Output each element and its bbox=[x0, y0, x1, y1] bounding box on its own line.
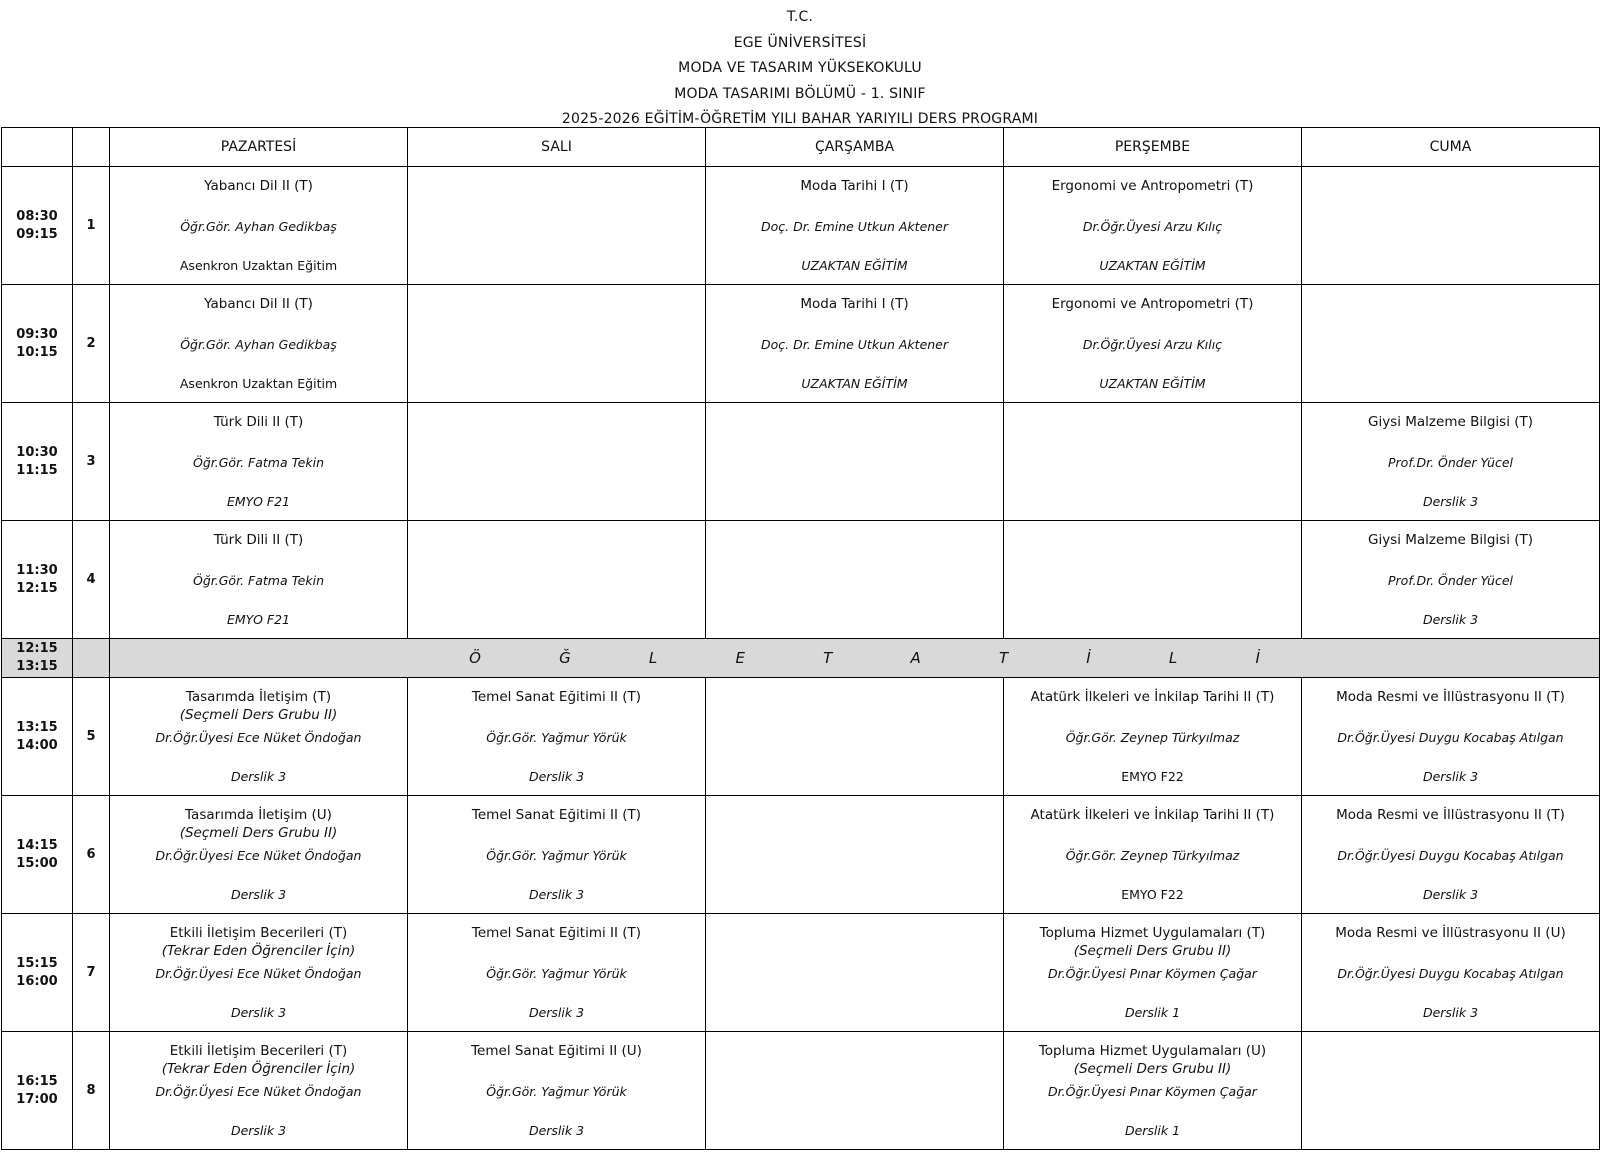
instructor-name: Dr.Öğr.Üyesi Arzu Kılıç bbox=[1082, 337, 1223, 352]
course-name: Temel Sanat Eğitimi II (U) bbox=[471, 1043, 642, 1059]
course-cell-content bbox=[706, 796, 1003, 913]
course-cell-wednesday bbox=[706, 285, 1004, 403]
course-name: Tasarımda İletişim (U) bbox=[185, 807, 332, 823]
time-cell bbox=[2, 167, 73, 285]
day-header-thursday: PERŞEMBE bbox=[1004, 128, 1302, 167]
time-end: 16:00 bbox=[16, 973, 58, 989]
instructor-name: Öğr.Gör. Yağmur Yörük bbox=[486, 730, 627, 745]
lunch-break-cell bbox=[110, 639, 1600, 678]
course-cell-friday bbox=[1302, 796, 1600, 914]
time-start: 16:15 bbox=[16, 1073, 58, 1089]
course-cell-content bbox=[1302, 796, 1599, 913]
time-cell bbox=[2, 521, 73, 639]
course-name-block bbox=[1004, 177, 1301, 195]
course-name: Moda Resmi ve İllüstrasyonu II (T) bbox=[1336, 807, 1565, 823]
course-cell-wednesday bbox=[706, 914, 1004, 1032]
instructor-name: Öğr.Gör. Yağmur Yörük bbox=[486, 848, 627, 863]
instructor-name: Öğr.Gör. Fatma Tekin bbox=[193, 573, 324, 588]
period-number: 4 bbox=[73, 521, 110, 639]
period-number: 5 bbox=[73, 678, 110, 796]
time-cell bbox=[2, 1032, 73, 1150]
course-name-block bbox=[1004, 1042, 1301, 1078]
course-name-block bbox=[408, 806, 705, 824]
course-name-block bbox=[408, 1042, 705, 1060]
course-name: Türk Dili II (T) bbox=[213, 532, 304, 548]
time-start: 08:30 bbox=[16, 208, 58, 224]
course-name: Etkili İletişim Becerileri (T) bbox=[169, 1043, 348, 1059]
time-start: 11:30 bbox=[16, 562, 58, 578]
lunch-letter: A bbox=[910, 649, 921, 667]
course-cell-tuesday bbox=[408, 1032, 706, 1150]
course-cell-content bbox=[706, 521, 1003, 638]
classroom: Derslik 3 bbox=[1422, 1005, 1479, 1020]
course-name: Temel Sanat Eğitimi II (T) bbox=[471, 689, 642, 705]
lunch-letter: İ bbox=[1255, 649, 1260, 667]
course-cell-content bbox=[408, 914, 705, 1031]
course-name-block bbox=[110, 688, 407, 724]
course-note: (Tekrar Eden Öğrenciler İçin) bbox=[161, 1061, 356, 1077]
document-header bbox=[0, 0, 1600, 133]
course-cell-content bbox=[1004, 678, 1301, 795]
course-cell-thursday bbox=[1004, 403, 1302, 521]
course-cell-content bbox=[408, 678, 705, 795]
lunch-letter: L bbox=[648, 649, 658, 667]
period-number: 8 bbox=[73, 1032, 110, 1150]
course-name-block bbox=[110, 413, 407, 431]
course-cell-monday bbox=[110, 914, 408, 1032]
course-cell-monday bbox=[110, 403, 408, 521]
time-end: 15:00 bbox=[16, 855, 58, 871]
course-name-block bbox=[408, 688, 705, 706]
course-cell-wednesday bbox=[706, 1032, 1004, 1150]
course-cell-content bbox=[706, 914, 1003, 1031]
course-cell-content bbox=[1302, 167, 1599, 284]
instructor-name: Öğr.Gör. Fatma Tekin bbox=[193, 455, 324, 470]
course-cell-wednesday bbox=[706, 167, 1004, 285]
course-cell-content bbox=[1302, 678, 1599, 795]
classroom: Derslik 3 bbox=[1422, 612, 1479, 627]
instructor-name: Dr.Öğr.Üyesi Ece Nüket Öndoğan bbox=[155, 966, 362, 981]
course-name: Etkili İletişim Becerileri (T) bbox=[169, 925, 348, 941]
time-end: 14:00 bbox=[16, 737, 58, 753]
instructor-name: Dr.Öğr.Üyesi Pınar Köymen Çağar bbox=[1048, 1084, 1257, 1099]
schedule-body bbox=[2, 128, 1600, 1150]
course-cell-content bbox=[408, 285, 705, 402]
course-cell-content bbox=[1004, 285, 1301, 402]
course-name-block bbox=[110, 295, 407, 313]
classroom: Derslik 3 bbox=[230, 1005, 287, 1020]
slot-row bbox=[2, 796, 1600, 914]
course-cell-content bbox=[110, 1032, 407, 1149]
classroom: EMYO F22 bbox=[1121, 769, 1184, 784]
time-start: 15:15 bbox=[16, 955, 58, 971]
classroom: Asenkron Uzaktan Eğitim bbox=[179, 376, 338, 391]
course-cell-wednesday bbox=[706, 678, 1004, 796]
classroom: UZAKTAN EĞİTİM bbox=[801, 258, 908, 273]
classroom: Derslik 3 bbox=[528, 769, 585, 784]
course-name: Yabancı Dil II (T) bbox=[204, 178, 313, 194]
course-cell-content bbox=[1004, 167, 1301, 284]
course-cell-content bbox=[1302, 521, 1599, 638]
course-cell-thursday bbox=[1004, 1032, 1302, 1150]
course-cell-friday bbox=[1302, 403, 1600, 521]
course-cell-content bbox=[408, 796, 705, 913]
course-cell-content bbox=[1302, 1032, 1599, 1149]
course-cell-tuesday bbox=[408, 167, 706, 285]
course-cell-thursday bbox=[1004, 285, 1302, 403]
slot-row bbox=[2, 521, 1600, 639]
course-cell-friday bbox=[1302, 521, 1600, 639]
classroom: Derslik 3 bbox=[230, 769, 287, 784]
instructor-name: Dr.Öğr.Üyesi Duygu Kocabaş Atılgan bbox=[1337, 966, 1564, 981]
course-note: (Seçmeli Ders Grubu II) bbox=[1073, 943, 1232, 959]
time-cell bbox=[2, 403, 73, 521]
instructor-name: Prof.Dr. Önder Yücel bbox=[1388, 573, 1513, 588]
instructor-name: Doç. Dr. Emine Utkun Aktener bbox=[760, 219, 949, 234]
course-name-block bbox=[110, 177, 407, 195]
day-header-wednesday: ÇARŞAMBA bbox=[706, 128, 1004, 167]
time-cell bbox=[2, 914, 73, 1032]
time-start: 10:30 bbox=[16, 444, 58, 460]
lunch-letter: Ğ bbox=[559, 649, 571, 667]
course-cell-friday bbox=[1302, 285, 1600, 403]
instructor-name: Öğr.Gör. Yağmur Yörük bbox=[486, 966, 627, 981]
course-name: Ergonomi ve Antropometri (T) bbox=[1051, 296, 1254, 312]
header-line-university: EGE ÜNİVERSİTESİ bbox=[733, 34, 867, 51]
lunch-break-row bbox=[2, 639, 1600, 678]
course-cell-thursday bbox=[1004, 521, 1302, 639]
course-name-block bbox=[110, 1042, 407, 1078]
classroom: Derslik 1 bbox=[1124, 1005, 1181, 1020]
day-header-tuesday: SALI bbox=[408, 128, 706, 167]
classroom: UZAKTAN EĞİTİM bbox=[1099, 258, 1206, 273]
course-cell-content bbox=[1302, 403, 1599, 520]
course-cell-content bbox=[706, 403, 1003, 520]
course-name-block bbox=[110, 531, 407, 549]
instructor-name: Öğr.Gör. Ayhan Gedikbaş bbox=[180, 219, 337, 234]
instructor-name: Dr.Öğr.Üyesi Ece Nüket Öndoğan bbox=[155, 1084, 362, 1099]
classroom: UZAKTAN EĞİTİM bbox=[1099, 376, 1206, 391]
course-cell-content bbox=[110, 796, 407, 913]
course-name: Atatürk İlkeleri ve İnkilap Tarihi II (T) bbox=[1030, 689, 1275, 705]
period-number: 1 bbox=[73, 167, 110, 285]
course-cell-tuesday bbox=[408, 914, 706, 1032]
course-cell-monday bbox=[110, 285, 408, 403]
instructor-name: Dr.Öğr.Üyesi Pınar Köymen Çağar bbox=[1048, 966, 1257, 981]
header-line-program-title: 2025-2026 EĞİTİM-ÖĞRETİM YILI BAHAR YARIYILI DERS PROGRAMI bbox=[561, 111, 1039, 128]
course-cell-content bbox=[408, 521, 705, 638]
time-start: 12:15 bbox=[16, 641, 58, 656]
course-cell-content bbox=[706, 1032, 1003, 1149]
classroom: Derslik 3 bbox=[528, 1123, 585, 1138]
course-cell-monday bbox=[110, 1032, 408, 1150]
instructor-name: Öğr.Gör. Zeynep Türkyılmaz bbox=[1065, 730, 1240, 745]
course-name-block bbox=[408, 924, 705, 942]
course-note: (Seçmeli Ders Grubu II) bbox=[1073, 1061, 1232, 1077]
classroom: EMYO F22 bbox=[1121, 887, 1184, 902]
course-name: Yabancı Dil II (T) bbox=[204, 296, 313, 312]
classroom: Asenkron Uzaktan Eğitim bbox=[179, 258, 338, 273]
classroom: Derslik 3 bbox=[230, 887, 287, 902]
day-header-monday: PAZARTESİ bbox=[110, 128, 408, 167]
header-line-department: MODA TASARIMI BÖLÜMÜ - 1. SINIF bbox=[674, 85, 926, 102]
period-number: 2 bbox=[73, 285, 110, 403]
course-cell-thursday bbox=[1004, 678, 1302, 796]
slot-row bbox=[2, 167, 1600, 285]
course-cell-content bbox=[110, 285, 407, 402]
time-end: 09:15 bbox=[16, 226, 58, 242]
period-number: 6 bbox=[73, 796, 110, 914]
course-cell-content bbox=[408, 1032, 705, 1149]
day-header-row bbox=[2, 128, 1600, 167]
classroom: EMYO F21 bbox=[226, 494, 290, 509]
slot-row bbox=[2, 914, 1600, 1032]
time-end: 17:00 bbox=[16, 1091, 58, 1107]
course-name-block bbox=[1302, 806, 1599, 824]
course-name: Atatürk İlkeleri ve İnkilap Tarihi II (T) bbox=[1030, 807, 1275, 823]
slot-row bbox=[2, 678, 1600, 796]
time-start: 14:15 bbox=[16, 837, 58, 853]
lunch-time-cell bbox=[2, 639, 73, 678]
course-cell-content bbox=[408, 403, 705, 520]
course-cell-content bbox=[1302, 285, 1599, 402]
course-note: (Seçmeli Ders Grubu II) bbox=[179, 707, 338, 723]
course-cell-monday bbox=[110, 521, 408, 639]
course-cell-monday bbox=[110, 678, 408, 796]
course-cell-monday bbox=[110, 167, 408, 285]
classroom: Derslik 3 bbox=[528, 1005, 585, 1020]
slot-row bbox=[2, 1032, 1600, 1150]
course-cell-content bbox=[1004, 796, 1301, 913]
course-name: Tasarımda İletişim (T) bbox=[185, 689, 332, 705]
period-number: 3 bbox=[73, 403, 110, 521]
time-start: 13:15 bbox=[16, 719, 58, 735]
course-cell-tuesday bbox=[408, 285, 706, 403]
course-name: Giysi Malzeme Bilgisi (T) bbox=[1367, 414, 1534, 430]
course-name: Giysi Malzeme Bilgisi (T) bbox=[1367, 532, 1534, 548]
course-name-block bbox=[1302, 924, 1599, 942]
course-cell-thursday bbox=[1004, 796, 1302, 914]
lunch-letter: Ö bbox=[469, 649, 481, 667]
time-end: 10:15 bbox=[16, 344, 58, 360]
course-cell-content bbox=[1004, 1032, 1301, 1149]
lunch-letter: T bbox=[823, 649, 833, 667]
period-number: 7 bbox=[73, 914, 110, 1032]
course-name: Temel Sanat Eğitimi II (T) bbox=[471, 807, 642, 823]
lunch-number-cell bbox=[73, 639, 110, 678]
course-cell-tuesday bbox=[408, 678, 706, 796]
course-cell-content bbox=[110, 678, 407, 795]
instructor-name: Prof.Dr. Önder Yücel bbox=[1388, 455, 1513, 470]
course-cell-content bbox=[110, 167, 407, 284]
slot-row bbox=[2, 285, 1600, 403]
course-name: Moda Tarihi I (T) bbox=[800, 296, 909, 312]
classroom: UZAKTAN EĞİTİM bbox=[801, 376, 908, 391]
classroom: Derslik 3 bbox=[1422, 494, 1479, 509]
course-cell-content bbox=[1004, 521, 1301, 638]
course-note: (Seçmeli Ders Grubu II) bbox=[179, 825, 338, 841]
course-cell-tuesday bbox=[408, 521, 706, 639]
course-cell-content bbox=[110, 403, 407, 520]
course-name-block bbox=[1004, 924, 1301, 960]
lunch-letter: L bbox=[1168, 649, 1178, 667]
course-note: (Tekrar Eden Öğrenciler İçin) bbox=[161, 943, 356, 959]
day-header-friday: CUMA bbox=[1302, 128, 1600, 167]
course-cell-friday bbox=[1302, 678, 1600, 796]
course-cell-friday bbox=[1302, 914, 1600, 1032]
time-cell bbox=[2, 285, 73, 403]
corner-cell bbox=[73, 128, 110, 167]
time-end: 13:15 bbox=[16, 659, 58, 674]
schedule-table bbox=[1, 127, 1600, 1150]
instructor-name: Dr.Öğr.Üyesi Duygu Kocabaş Atılgan bbox=[1337, 848, 1564, 863]
instructor-name: Dr.Öğr.Üyesi Duygu Kocabaş Atılgan bbox=[1337, 730, 1564, 745]
course-name-block bbox=[1004, 806, 1301, 824]
instructor-name: Öğr.Gör. Yağmur Yörük bbox=[486, 1084, 627, 1099]
course-name: Moda Resmi ve İllüstrasyonu II (T) bbox=[1336, 689, 1565, 705]
classroom: Derslik 3 bbox=[528, 887, 585, 902]
course-cell-content bbox=[706, 285, 1003, 402]
classroom: Derslik 3 bbox=[1422, 769, 1479, 784]
course-name-block bbox=[1004, 295, 1301, 313]
course-name: Topluma Hizmet Uygulamaları (T) bbox=[1039, 925, 1266, 941]
header-line-tc: T.C. bbox=[786, 9, 814, 25]
course-cell-content bbox=[110, 914, 407, 1031]
instructor-name: Doç. Dr. Emine Utkun Aktener bbox=[760, 337, 949, 352]
course-cell-wednesday bbox=[706, 796, 1004, 914]
course-cell-friday bbox=[1302, 1032, 1600, 1150]
course-cell-content bbox=[110, 521, 407, 638]
course-cell-content bbox=[1302, 914, 1599, 1031]
classroom: EMYO F21 bbox=[226, 612, 290, 627]
course-cell-tuesday bbox=[408, 796, 706, 914]
slot-row bbox=[2, 403, 1600, 521]
course-name-block bbox=[110, 924, 407, 960]
instructor-name: Dr.Öğr.Üyesi Arzu Kılıç bbox=[1082, 219, 1223, 234]
classroom: Derslik 1 bbox=[1124, 1123, 1181, 1138]
course-cell-content bbox=[706, 167, 1003, 284]
course-cell-wednesday bbox=[706, 403, 1004, 521]
time-start: 09:30 bbox=[16, 326, 58, 342]
course-name-block bbox=[110, 806, 407, 842]
course-name-block bbox=[1302, 413, 1599, 431]
course-name-block bbox=[1302, 531, 1599, 549]
course-name: Moda Tarihi I (T) bbox=[800, 178, 909, 194]
course-cell-tuesday bbox=[408, 403, 706, 521]
course-cell-thursday bbox=[1004, 167, 1302, 285]
instructor-name: Dr.Öğr.Üyesi Ece Nüket Öndoğan bbox=[155, 730, 362, 745]
course-cell-content bbox=[1004, 403, 1301, 520]
course-name: Türk Dili II (T) bbox=[213, 414, 304, 430]
time-cell bbox=[2, 796, 73, 914]
classroom: Derslik 3 bbox=[230, 1123, 287, 1138]
course-name-block bbox=[706, 295, 1003, 313]
instructor-name: Dr.Öğr.Üyesi Ece Nüket Öndoğan bbox=[155, 848, 362, 863]
lunch-letter: T bbox=[998, 649, 1009, 667]
course-name-block bbox=[1004, 688, 1301, 706]
course-name: Ergonomi ve Antropometri (T) bbox=[1051, 178, 1254, 194]
course-name-block bbox=[706, 177, 1003, 195]
course-name: Temel Sanat Eğitimi II (T) bbox=[471, 925, 642, 941]
lunch-letter: E bbox=[735, 649, 745, 667]
corner-cell bbox=[2, 128, 73, 167]
time-cell bbox=[2, 678, 73, 796]
time-end: 12:15 bbox=[16, 580, 58, 596]
course-cell-thursday bbox=[1004, 914, 1302, 1032]
lunch-letter: İ bbox=[1086, 649, 1091, 667]
course-name: Moda Resmi ve İllüstrasyonu II (U) bbox=[1335, 925, 1566, 941]
course-cell-wednesday bbox=[706, 521, 1004, 639]
course-cell-content bbox=[408, 167, 705, 284]
instructor-name: Öğr.Gör. Ayhan Gedikbaş bbox=[180, 337, 337, 352]
classroom: Derslik 3 bbox=[1422, 887, 1479, 902]
course-cell-content bbox=[706, 678, 1003, 795]
header-line-school: MODA VE TASARIM YÜKSEKOKULU bbox=[678, 60, 922, 77]
course-name: Topluma Hizmet Uygulamaları (U) bbox=[1038, 1043, 1267, 1059]
time-end: 11:15 bbox=[16, 462, 58, 478]
course-cell-friday bbox=[1302, 167, 1600, 285]
course-cell-monday bbox=[110, 796, 408, 914]
instructor-name: Öğr.Gör. Zeynep Türkyılmaz bbox=[1065, 848, 1240, 863]
course-name-block bbox=[1302, 688, 1599, 706]
lunch-break-label bbox=[110, 649, 1599, 667]
course-cell-content bbox=[1004, 914, 1301, 1031]
